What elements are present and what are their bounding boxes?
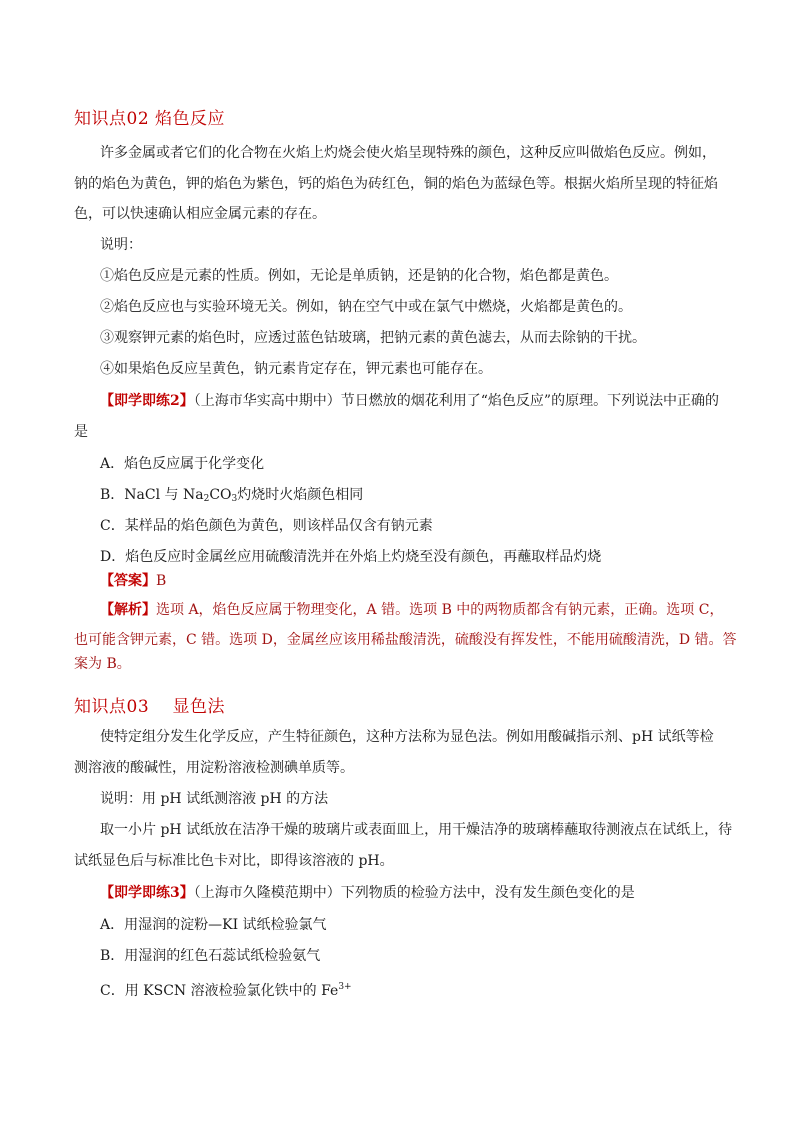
subscript: 3 — [231, 494, 238, 504]
option-b-text: CO — [209, 487, 232, 503]
note-label: 说明：用 pH 试纸测溶液 pH 的方法 — [100, 791, 329, 807]
option-b-text: B．NaCl 与 Na — [100, 487, 204, 503]
analysis-line: 也可能含钾元素，C 错。选项 D，金属丝应该用稀盐酸清洗，硫酸没有挥发性，不能用硫酸清洗，D 错。答 — [74, 632, 737, 648]
analysis-line — [100, 600, 723, 620]
option-d: D．焰色反应时金属丝应用硫酸清洗并在外焰上灼烧至没有颜色，再蘸取样品灼烧 — [100, 549, 602, 565]
exercise-stem-text: （上海市华实高中期中）节日燃放的烟花利用了“焰色反应”的原理。下列说法中正确的 — [193, 393, 720, 409]
option-b-text: 灼烧时火焰颜色相同 — [237, 487, 364, 503]
answer-line — [100, 571, 166, 591]
exercise-stem-cont: 是 — [74, 424, 88, 440]
option-a: A．焰色反应属于化学变化 — [100, 456, 265, 472]
answer-tag: 【答案】 — [100, 573, 156, 589]
paragraph-line: 测溶液的酸碱性，用淀粉溶液检测碘单质等。 — [74, 760, 354, 776]
section-heading-flame-test: 知识点02 焰色反应 — [74, 109, 226, 129]
note-item: ④如果焰色反应呈黄色，钠元素肯定存在，钾元素也可能存在。 — [100, 361, 492, 377]
option-c — [100, 977, 352, 1001]
paragraph-line: 钠的焰色为黄色，钾的焰色为紫色，钙的焰色为砖红色，铜的焰色为蓝绿色等。根据火焰所呈现的特征焰 — [74, 176, 718, 192]
option-a: A．用湿润的淀粉—KI 试纸检验氯气 — [100, 917, 327, 933]
paragraph-line: 试纸显色后与标准比色卡对比，即得该溶液的 pH。 — [74, 853, 394, 869]
note-item: ①焰色反应是元素的性质。例如，无论是单质钠，还是钠的化合物，焰色都是黄色。 — [100, 268, 618, 284]
answer-value: B — [156, 573, 167, 589]
exercise-stem — [100, 391, 719, 411]
superscript: 3+ — [338, 982, 352, 992]
subscript: 2 — [203, 494, 210, 504]
paragraph-line: 许多金属或者它们的化合物在火焰上灼烧会使火焰呈现特殊的颜色，这种反应叫做焰色反应。例如， — [100, 145, 716, 161]
exercise-stem-text: （上海市久隆模范期中）下列物质的检验方法中，没有发生颜色变化的是 — [193, 885, 635, 901]
note-item: ②焰色反应也与实验环境无关。例如，钠在空气中或在氯气中燃烧，火焰都是黄色的。 — [100, 299, 632, 315]
section-heading-color-method: 知识点03 显色法 — [74, 697, 226, 717]
analysis-line: 案为 B。 — [74, 656, 131, 672]
exercise-tag: 【即学即练3】 — [100, 885, 194, 901]
analysis-text: 选项 A，焰色反应属于物理变化，A 错。选项 B 中的两物质都含有钠元素，正确。选项 C， — [156, 602, 724, 618]
exercise-tag: 【即学即练2】 — [100, 393, 194, 409]
option-b: B．用湿润的红色石蕊试纸检验氨气 — [100, 948, 321, 964]
note-item: ③观察钾元素的焰色时，应透过蓝色钴玻璃，把钠元素的黄色滤去，从而去除钠的干扰。 — [100, 330, 646, 346]
paragraph-line: 取一小片 pH 试纸放在洁净干燥的玻璃片或表面皿上，用干燥洁净的玻璃棒蘸取待测液点在试纸上，待 — [100, 822, 733, 838]
option-c: C．某样品的焰色颜色为黄色，则该样品仅含有钠元素 — [100, 518, 433, 534]
option-c-text: C．用 KSCN 溶液检验氯化铁中的 Fe — [100, 983, 339, 999]
analysis-tag: 【解析】 — [100, 602, 156, 618]
option-b — [100, 485, 363, 509]
exercise-stem — [100, 883, 635, 903]
paragraph-line: 使特定组分发生化学反应，产生特征颜色，这种方法称为显色法。例如用酸碱指示剂、pH 试纸等检 — [100, 729, 714, 745]
note-label: 说明： — [100, 237, 142, 253]
paragraph-line: 色，可以快速确认相应金属元素的存在。 — [74, 206, 326, 222]
